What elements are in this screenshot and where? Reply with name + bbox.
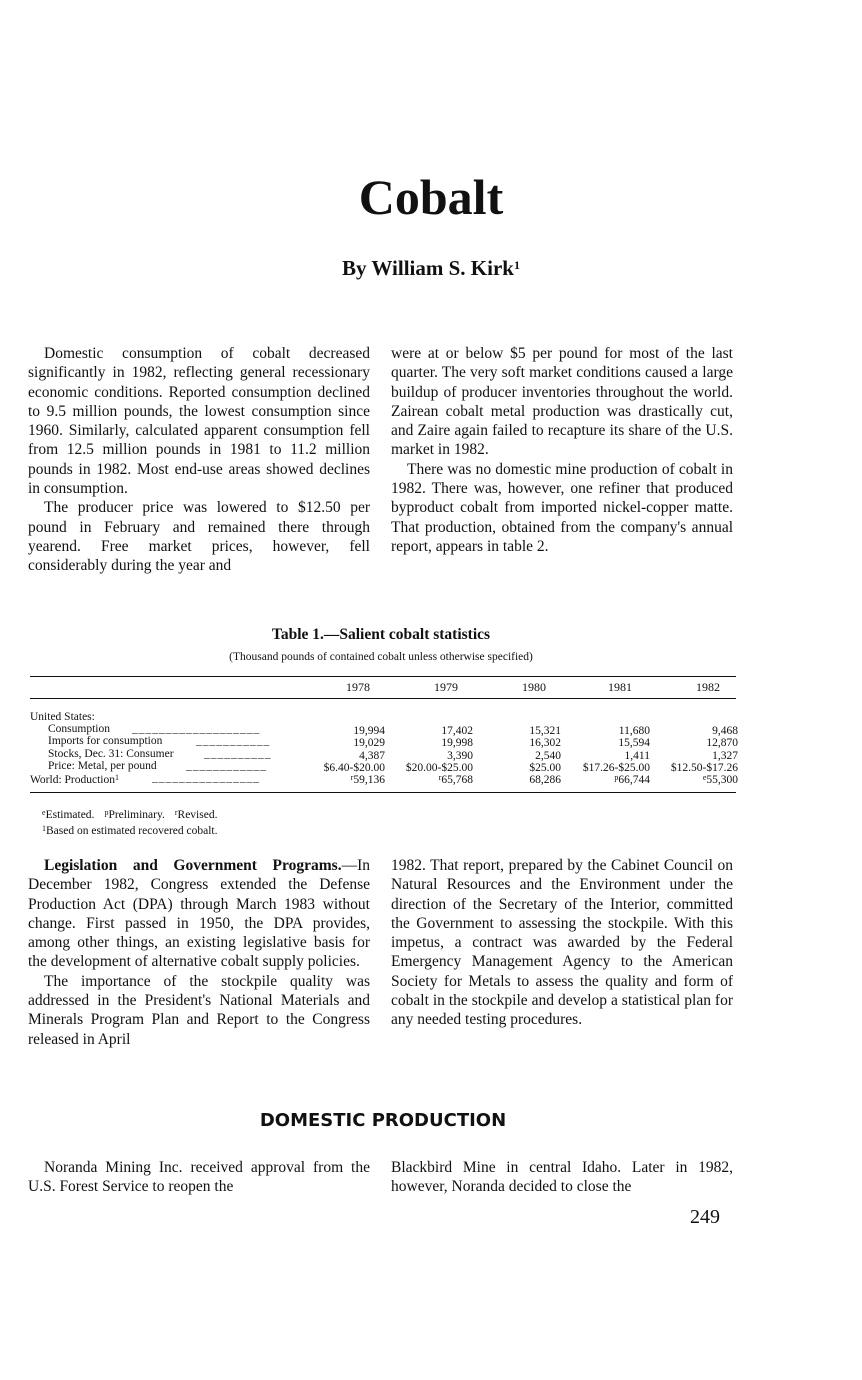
- table-row-label: Imports for consumption: [48, 735, 163, 748]
- table-cell: $25.00: [529, 761, 561, 774]
- legislation-paragraph-1: Legislation and Government Programs.—In December 1982, Congress extended the Defense Production Act (DPA) through March 1983 without change. First passed in 1950, the DPA provides, among other things, an existing legislative basis for the development of alternative cobalt supply policies.: [28, 857, 370, 971]
- intro-paragraph-1: Domestic consumption of cobalt decreased significantly in 1982, reflecting general recessionary economic conditions. Reported consumption declined to 9.5 million pounds, the lowest consumption since 1960. Similarly, calculated apparent consumption fell from 12.5 million pounds in 1981 to 11.2 million pounds in 1982. Most end-use areas showed declines in consumption.: [28, 345, 370, 498]
- table-header-year: 1978: [346, 680, 370, 694]
- table-cell: $17.26-$25.00: [582, 761, 650, 774]
- table-cell: 1,327: [712, 749, 738, 762]
- table-bottom-rule: [30, 792, 736, 793]
- table-cell: 4,387: [359, 749, 385, 762]
- legislation-heading: Legislation and Government Programs.: [44, 857, 342, 874]
- legislation-paragraph-2-continued: 1982. That report, prepared by the Cabinet Council on Natural Resources and the Environment under the direction of the Secretary of the Interior, committed the Government to assessing the stockpile. With this impetus, a contract was awarded by the Federal Emergency Management Agency to the American Society for Metals to assess the quality and form of cobalt in the stockpile and develop a statistical plan for any needed testing procedures.: [391, 857, 733, 1029]
- table-cell: $^e$55,300: [702, 772, 738, 786]
- table-row-label: Stocks, Dec. 31: Consumer: [48, 747, 174, 760]
- footnote-line-marks: $^e$Estimated. $^p$Preliminary. $^r$Revised.: [42, 808, 218, 821]
- domestic-right-column: [391, 1158, 733, 1197]
- leader-dots: ____________: [186, 759, 267, 772]
- table-header-year: 1982: [696, 680, 720, 694]
- table-header-year: 1981: [608, 680, 632, 694]
- table-row-label: Price: Metal, per pound: [48, 759, 157, 772]
- intro-paragraph-2-continued: were at or below $5 per pound for most of the last quarter. The very soft market conditions caused a large buildup of producer inventories throughout the world. Zairean cobalt metal production was drastically cut, and Zaire again failed to recapture its share of the U.S. market in 1982.: [391, 345, 733, 459]
- table-cell: 19,998: [441, 737, 473, 750]
- table-title: Table 1.—Salient cobalt statistics: [271, 626, 491, 643]
- table-header-year: 1979: [434, 680, 458, 694]
- table-cell: 68,286: [529, 773, 561, 786]
- legislation-right-column: [391, 856, 733, 1030]
- table-header-year: 1980: [522, 680, 546, 694]
- table-cell: 15,594: [618, 737, 650, 750]
- intro-paragraph-2: The producer price was lowered to $12.50 per pound in February and remained there through yearend. Free market prices, however, fell considerably during the year and: [28, 499, 370, 575]
- intro-left-column: [28, 344, 370, 576]
- domestic-left-column: [28, 1158, 370, 1197]
- legislation-left-column: [28, 856, 370, 1049]
- author-footnote-mark: 1: [513, 258, 520, 272]
- leader-dots: __________: [204, 747, 272, 760]
- table-cell: 17,402: [441, 725, 473, 738]
- author-name: By William S. Kirk: [342, 256, 514, 280]
- table-cell: 2,540: [535, 749, 561, 762]
- table-cell: $12.50-$17.26: [670, 761, 738, 774]
- table-cell: 15,321: [529, 725, 561, 738]
- table-body: [30, 711, 736, 784]
- table-cell: $20.00-$25.00: [405, 761, 473, 774]
- table-row-label: Consumption: [48, 723, 110, 736]
- table-cell: $6.40-$20.00: [323, 761, 385, 774]
- table-footnotes: [42, 806, 217, 838]
- intro-paragraph-3: There was no domestic mine production of cobalt in 1982. There was, however, one refiner that produced byproduct cobalt from imported nickel-copper matte. That production, obtained from the company's annual report, appears in table 2.: [391, 460, 733, 555]
- leader-dots: ________________: [152, 771, 260, 784]
- leader-dots: ___________: [196, 735, 271, 748]
- table-row: [30, 735, 738, 750]
- page-number: 249: [690, 1206, 720, 1228]
- table-group-row: [30, 711, 736, 723]
- domestic-paragraph-1: Noranda Mining Inc. received approval from the U.S. Forest Service to reopen the: [28, 1159, 370, 1196]
- table-cell: 9,468: [712, 725, 738, 738]
- table-cell: $^r$59,136: [350, 772, 385, 786]
- table-top-rule: [30, 676, 736, 677]
- table-cell: 19,994: [353, 725, 385, 738]
- table-cell: 3,390: [447, 749, 473, 762]
- table-header-rule: [30, 698, 736, 699]
- table-row: [30, 723, 738, 738]
- author-byline: [0, 256, 862, 281]
- table-group-label: United States:: [30, 711, 95, 723]
- table-row: [30, 772, 736, 784]
- legislation-paragraph-2: The importance of the stockpile quality was addressed in the President's National Materials and Minerals Program Plan and Report to the Congress released in April: [28, 972, 370, 1048]
- page-title: Cobalt: [358, 169, 504, 225]
- table-cell: 1,411: [624, 749, 650, 762]
- table-cell: $^r$65,768: [438, 772, 473, 786]
- table-subtitle: (Thousand pounds of contained cobalt unless otherwise specified): [229, 651, 533, 663]
- table-cell: 11,680: [618, 725, 650, 738]
- table-cell: 19,029: [353, 737, 385, 750]
- intro-right-column: [391, 344, 733, 556]
- table-cell: 16,302: [529, 737, 561, 750]
- table-row-label: World: Production$^1$: [30, 772, 119, 786]
- table-cell: $^p$66,744: [614, 772, 650, 786]
- footnote-line-1: $^1$Based on estimated recovered cobalt.: [42, 824, 218, 837]
- table-row: [30, 748, 736, 760]
- domestic-paragraph-1-continued: Blackbird Mine in central Idaho. Later in 1982, however, Noranda decided to close the: [391, 1159, 733, 1196]
- table-cell: 12,870: [706, 737, 738, 750]
- table-row: [30, 760, 736, 772]
- leader-dots: ___________________: [132, 723, 261, 736]
- section-heading-domestic-production: DOMESTIC PRODUCTION: [259, 1110, 507, 1131]
